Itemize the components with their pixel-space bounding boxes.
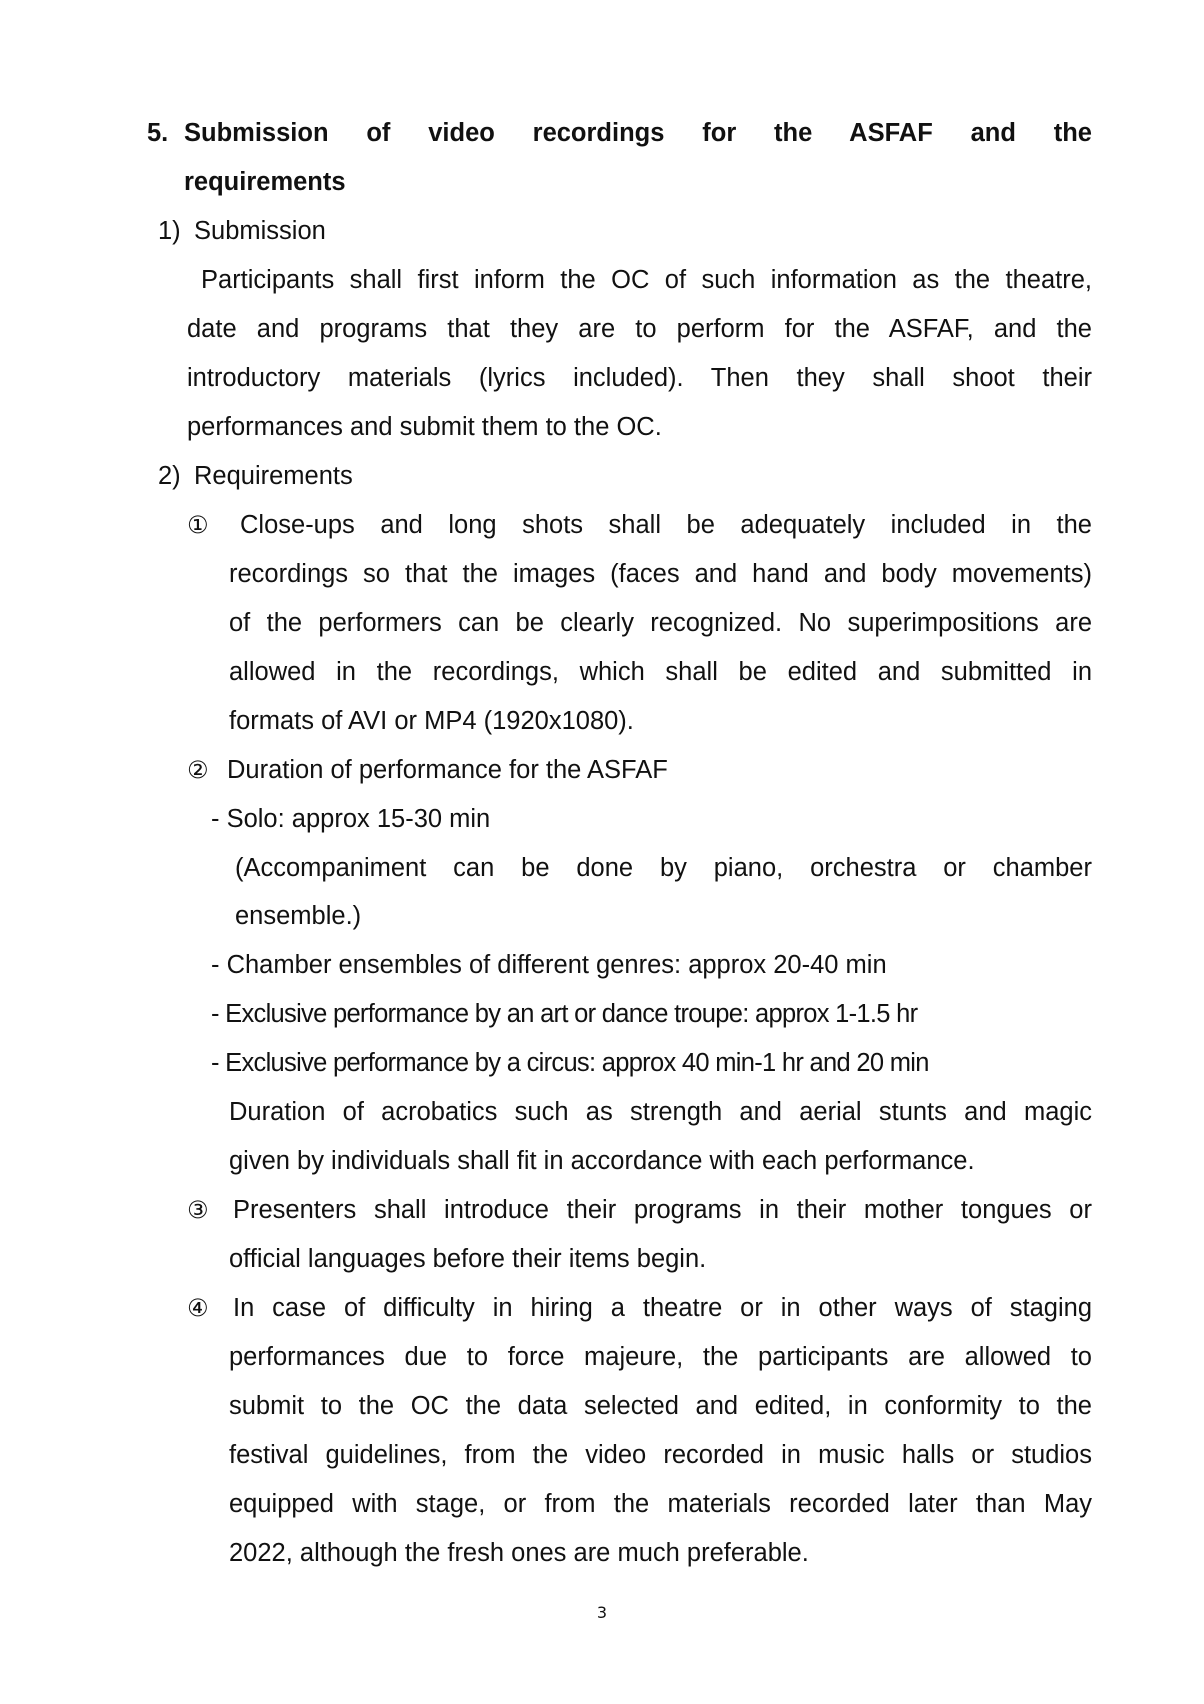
item1-marker: ① [187,511,209,539]
item2-troupe: - Exclusive performance by an art or dance troupe: approx 1-1.5 hr [211,1000,918,1028]
item1-line-5: formats of AVI or MP4 (1920x1080). [229,707,634,735]
item4-marker: ④ [187,1294,209,1322]
section-title-line2: requirements [184,168,346,196]
item2-marker: ② [187,756,209,784]
item4-line-3: submit to the OC the data selected and edited, in conformity to the [229,1392,1092,1420]
item2-circus: - Exclusive performance by a circus: approx 40 min-1 hr and 20 min [211,1049,929,1077]
item2-heading-text: Duration of performance for the ASFAF [227,756,668,784]
submission-marker: 1) [158,217,181,245]
section-title-line1: Submission of video recordings for the ASFAF and the [184,119,1092,147]
submission-heading [158,215,326,247]
item1-line-3: of the performers can be clearly recognized. No superimpositions are [229,609,1092,637]
submission-heading-text: Submission [194,217,326,245]
section-number: 5. [147,119,169,147]
requirements-marker: 2) [158,462,181,490]
item2-acro-line-1: Duration of acrobatics such as strength and aerial stunts and magic [229,1098,1092,1126]
item4-line-5: equipped with stage, or from the materials recorded later than May [229,1490,1092,1518]
item2-solo: - Solo: approx 15-30 min [211,805,491,833]
item2-accomp-line-2: ensemble.) [235,902,362,930]
submission-line-3: introductory materials (lyrics included). Then they shall shoot their [187,364,1092,392]
item1-line-1: Close-ups and long shots shall be adequately included in the [240,511,1092,539]
item2-acro-line-2: given by individuals shall fit in accordance with each performance. [229,1147,975,1175]
item2-heading [187,754,668,786]
submission-line-1: Participants shall first inform the OC of such information as the theatre, [201,266,1092,294]
requirements-heading-text: Requirements [194,462,353,490]
item3-line-1: Presenters shall introduce their programs in their mother tongues or [233,1196,1092,1224]
item1-line-4: allowed in the recordings, which shall be edited and submitted in [229,658,1092,686]
item2-accomp-line-1: (Accompaniment can be done by piano, orchestra or chamber [235,854,1092,882]
item4-line-4: festival guidelines, from the video recorded in music halls or studios [229,1441,1092,1469]
item4-line-1: In case of difficulty in hiring a theatre or in other ways of staging [233,1294,1092,1322]
page-number: 3 [596,1603,608,1622]
item3-line-2: official languages before their items begin. [229,1245,707,1273]
submission-line-2: date and programs that they are to perform for the ASFAF, and the [187,315,1092,343]
item3-marker: ③ [187,1196,209,1224]
requirements-heading [158,460,353,492]
item4-line-2: performances due to force majeure, the participants are allowed to [229,1343,1092,1371]
item1-line-2: recordings so that the images (faces and hand and body movements) [229,560,1092,588]
item2-chamber: - Chamber ensembles of different genres: approx 20-40 min [211,951,887,979]
item4-line-6: 2022, although the fresh ones are much preferable. [229,1539,809,1567]
submission-line-4: performances and submit them to the OC. [187,413,662,441]
